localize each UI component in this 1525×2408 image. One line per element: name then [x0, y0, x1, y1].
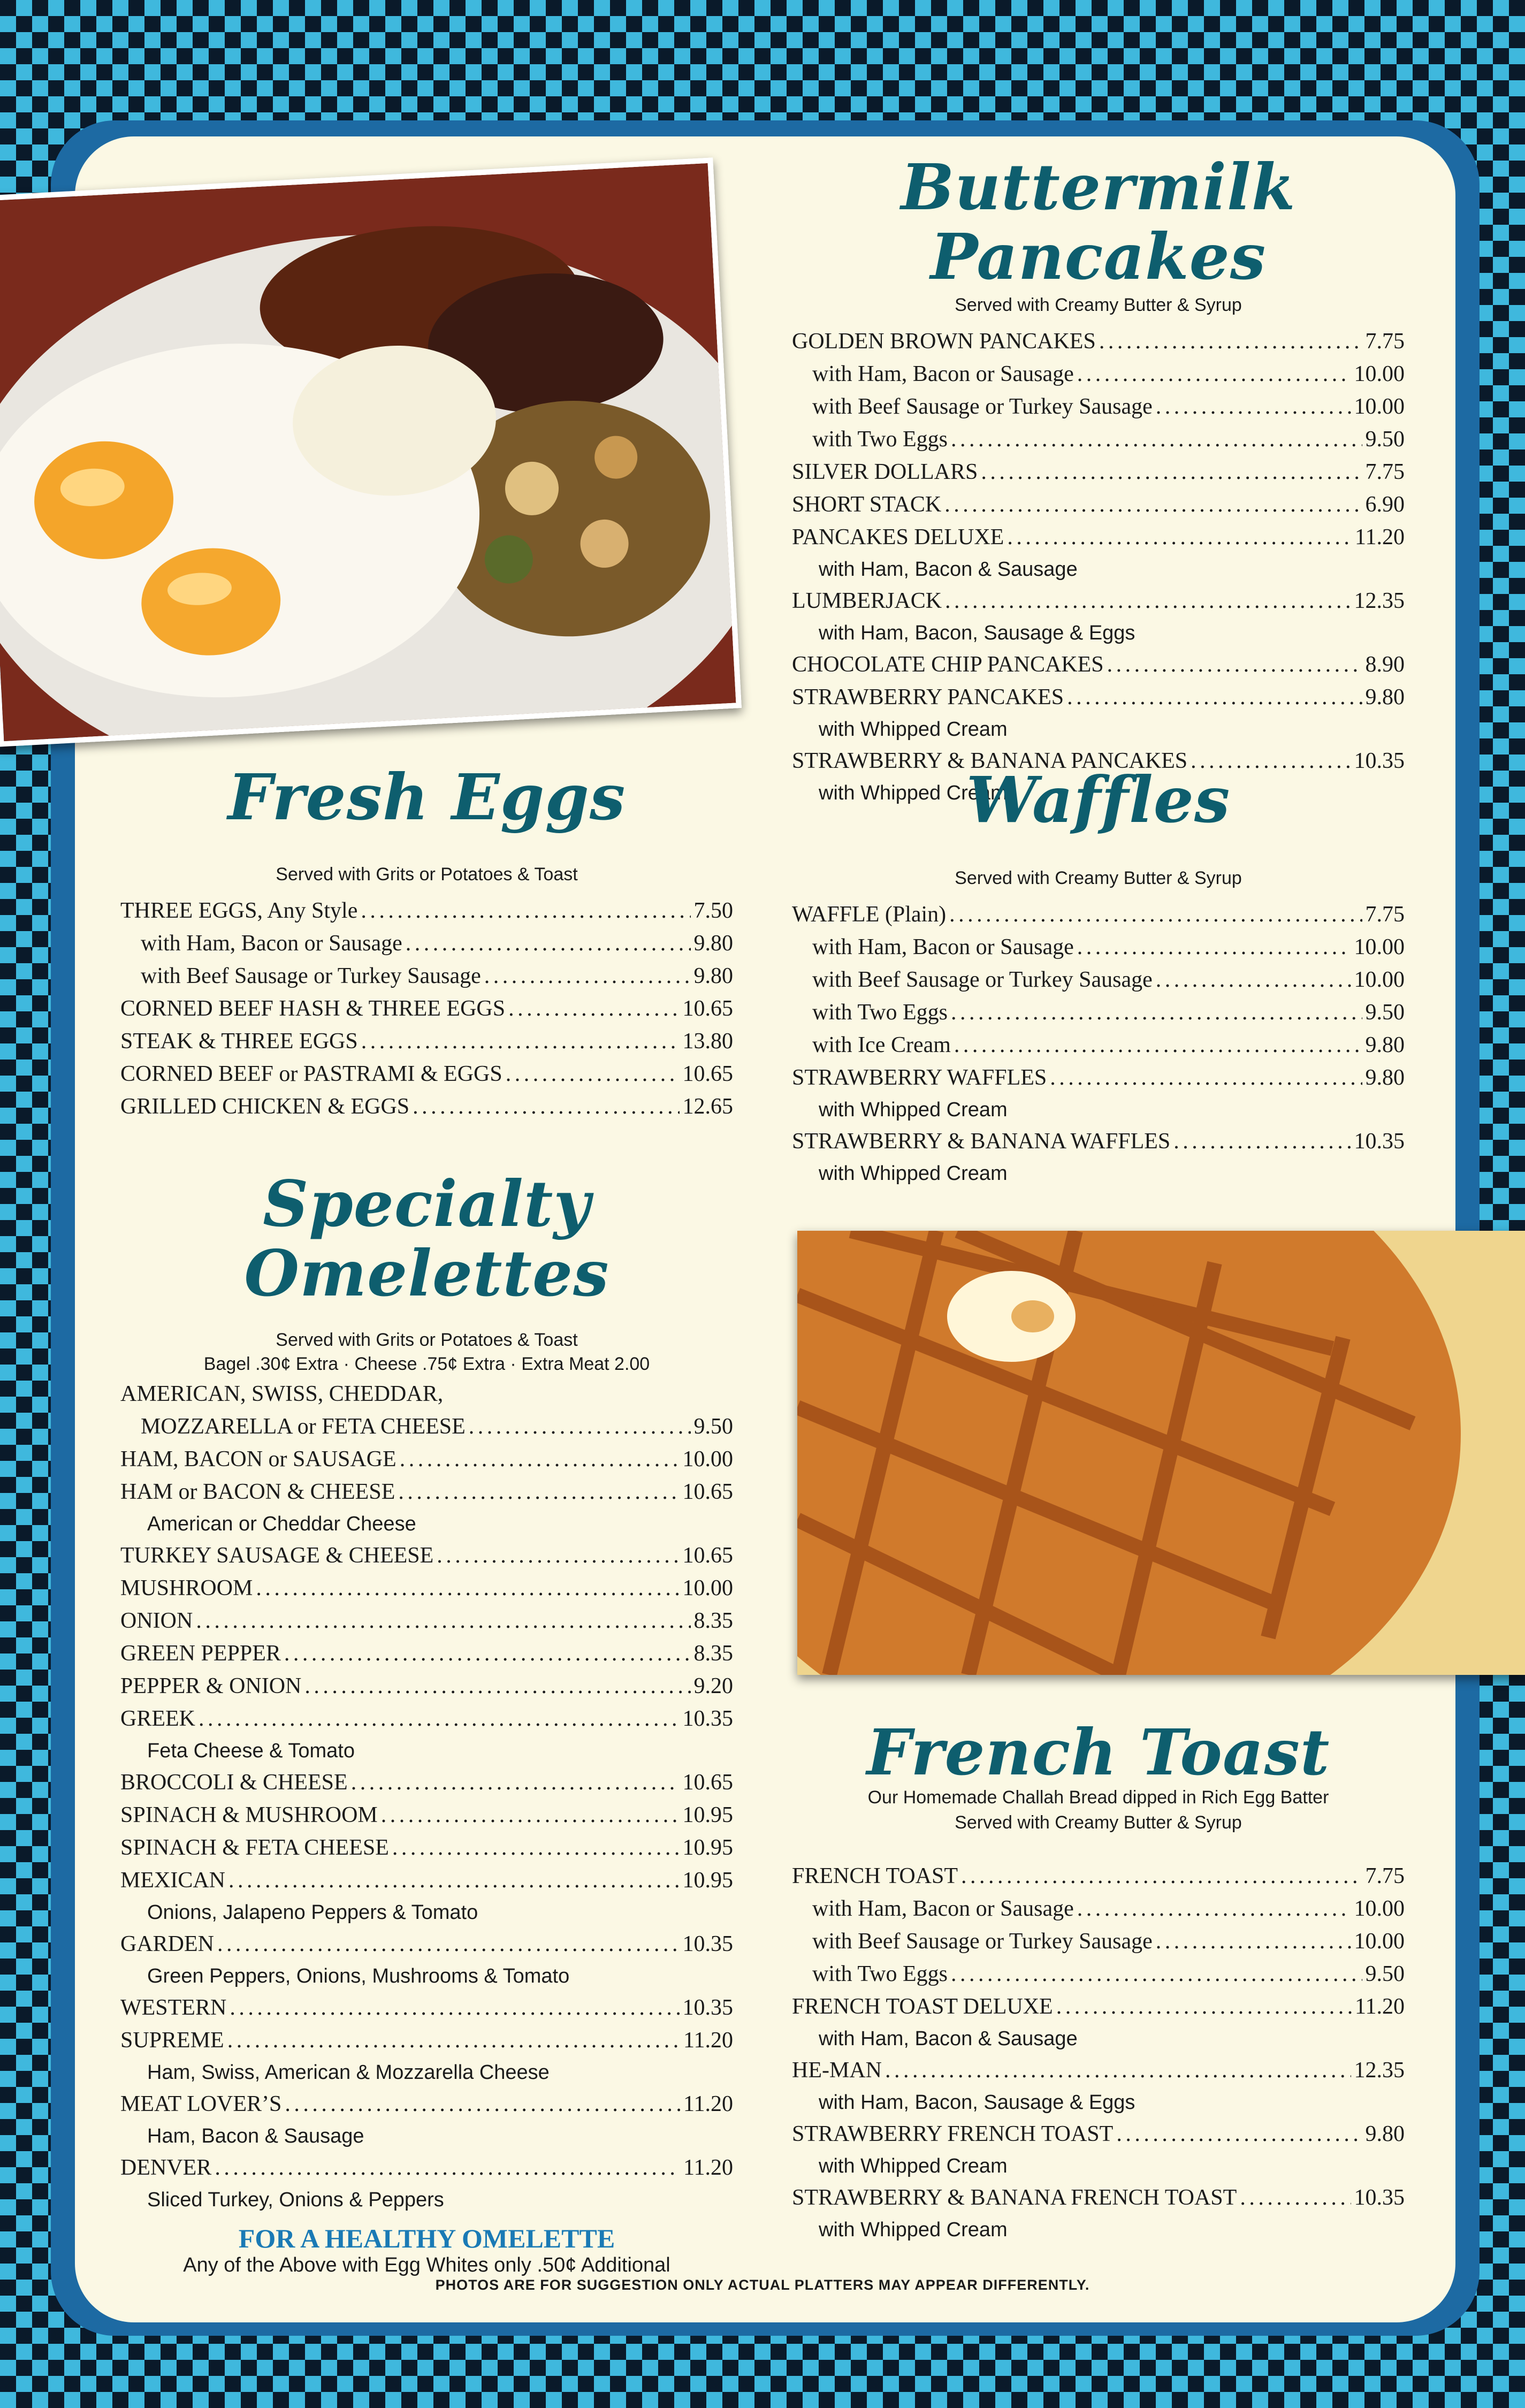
- healthy-omelette-title: FOR A HEALTHY OMELETTE: [238, 2223, 615, 2253]
- menu-item: [120, 1058, 733, 1091]
- item-name: SHORT STACK: [792, 492, 942, 517]
- waffle-photo: [797, 1231, 1525, 1675]
- item-price: 10.95: [682, 1802, 733, 1827]
- item-name: SPINACH & MUSHROOM: [120, 1802, 378, 1827]
- item-price: 10.35: [682, 1706, 733, 1731]
- item-price: 11.20: [683, 2091, 733, 2116]
- section-title: Buttermilk Pancakes: [901, 150, 1296, 294]
- item-price: 9.80: [1365, 684, 1405, 710]
- leader-dots: [361, 1025, 680, 1058]
- leader-dots: [196, 1605, 690, 1637]
- eggs-section: [120, 760, 733, 1123]
- menu-item: [792, 2118, 1405, 2151]
- menu-item: [120, 1928, 733, 1961]
- item-name: GARDEN: [120, 1931, 214, 1956]
- menu-item: [120, 1025, 733, 1058]
- menu-item: [792, 2182, 1405, 2214]
- item-price: 8.35: [693, 1641, 733, 1666]
- item-description: Onions, Jalapeno Peppers & Tomato: [147, 1901, 478, 1924]
- item-name: WAFFLE (Plain): [792, 902, 947, 927]
- item-name: with Two Eggs: [812, 1000, 948, 1025]
- item-name: DENVER: [120, 2155, 212, 2180]
- item-name: with Two Eggs: [812, 1961, 948, 1986]
- leader-dots: [951, 423, 1362, 456]
- item-description: with Ham, Bacon, Sausage & Eggs: [819, 2091, 1135, 2114]
- menu-item: [792, 1029, 1405, 1062]
- menu-item: [792, 1125, 1405, 1158]
- item-price: 10.00: [1354, 967, 1405, 992]
- item-price: 11.20: [683, 2155, 733, 2180]
- item-price: 9.50: [1365, 1000, 1405, 1025]
- item-description: with Whipped Cream: [819, 718, 1008, 741]
- item-price: 10.65: [682, 1770, 733, 1795]
- item-description: with Ham, Bacon, Sausage & Eggs: [819, 621, 1135, 644]
- item-description: Sliced Turkey, Onions & Peppers: [147, 2188, 444, 2211]
- item-name: HAM, BACON or SAUSAGE: [120, 1446, 396, 1472]
- item-name: GREEN PEPPER: [120, 1641, 281, 1666]
- leader-dots: [1077, 931, 1351, 964]
- item-name: with Ham, Bacon or Sausage: [141, 931, 402, 956]
- item-price: 12.35: [1354, 588, 1405, 613]
- section-title: Specialty Omelettes: [244, 1167, 609, 1310]
- item-price: 9.80: [1365, 2121, 1405, 2146]
- leader-dots: [1050, 1062, 1362, 1094]
- leader-dots: [981, 456, 1362, 489]
- item-name: PEPPER & ONION: [120, 1673, 302, 1698]
- item-name: with Ham, Bacon or Sausage: [812, 1896, 1074, 1921]
- leader-dots: [285, 2088, 680, 2121]
- menu-item: [792, 423, 1405, 456]
- leader-dots: [1099, 325, 1362, 358]
- menu-item: [792, 964, 1405, 996]
- leader-dots: [506, 1058, 680, 1091]
- item-price: 6.90: [1365, 492, 1405, 517]
- waffles-section: [792, 765, 1405, 1189]
- item-name: CORNED BEEF HASH & THREE EGGS: [120, 996, 506, 1021]
- item-price: 10.65: [682, 1479, 733, 1504]
- section-title: Waffles: [966, 763, 1231, 837]
- item-price: 10.35: [682, 1995, 733, 2020]
- item-name: MUSHROOM: [120, 1575, 253, 1601]
- leader-dots: [951, 1958, 1362, 1991]
- item-price: 10.00: [1354, 1929, 1405, 1954]
- pancakes-section: [792, 150, 1405, 809]
- leader-dots: [1107, 649, 1362, 681]
- menu-item: [120, 2152, 733, 2184]
- leader-dots: [361, 895, 690, 927]
- item-name: with Ice Cream: [812, 1032, 951, 1057]
- item-price: 12.65: [682, 1094, 733, 1119]
- item-name: with Ham, Bacon or Sausage: [812, 361, 1074, 386]
- item-price: 8.90: [1365, 652, 1405, 677]
- menu-item: [792, 358, 1405, 391]
- item-description: with Ham, Bacon & Sausage: [819, 2027, 1078, 2050]
- menu-item: [120, 1411, 733, 1443]
- item-description: with Whipped Cream: [819, 1098, 1008, 1121]
- leader-dots: [215, 2152, 680, 2184]
- item-price: 11.20: [1355, 524, 1405, 550]
- item-price: 9.80: [1365, 1032, 1405, 1057]
- item-price: 9.50: [693, 1414, 733, 1439]
- omelettes-list: [120, 1378, 733, 2215]
- item-description: Feta Cheese & Tomato: [147, 1739, 355, 1762]
- leader-dots: [1077, 1893, 1351, 1925]
- item-price: 10.00: [1354, 394, 1405, 419]
- item-price: 10.00: [682, 1575, 733, 1601]
- leader-dots: [1116, 2118, 1362, 2151]
- item-name: BROCCOLI & CHEESE: [120, 1770, 348, 1795]
- section-subtitle: Our Homemade Challah Bread dipped in Rich Egg Batter: [867, 1787, 1329, 1808]
- menu-item: [792, 1925, 1405, 1958]
- item-name: HAM or BACON & CHEESE: [120, 1479, 395, 1504]
- item-name: THREE EGGS, Any Style: [120, 898, 358, 923]
- item-price: 10.00: [1354, 1896, 1405, 1921]
- menu-item: [120, 1637, 733, 1670]
- leader-dots: [413, 1091, 679, 1123]
- item-description: with Whipped Cream: [819, 2154, 1008, 2177]
- item-name: CHOCOLATE CHIP PANCAKES: [792, 652, 1104, 677]
- leader-dots: [1077, 358, 1351, 391]
- section-subtitle-2: Served with Creamy Butter & Syrup: [955, 1812, 1242, 1833]
- leader-dots: [484, 960, 691, 993]
- leader-dots: [1156, 1925, 1351, 1958]
- menu-item: [120, 960, 733, 993]
- leader-dots: [1156, 964, 1351, 996]
- item-description: with Whipped Cream: [819, 1162, 1008, 1185]
- leader-dots: [381, 1799, 680, 1832]
- menu-item: [792, 1991, 1405, 2023]
- item-description: Ham, Bacon & Sausage: [147, 2124, 364, 2147]
- menu-item: [120, 1476, 733, 1508]
- item-price: 10.35: [1354, 1129, 1405, 1154]
- leader-dots: [284, 1637, 691, 1670]
- leader-dots: [437, 1540, 679, 1572]
- section-title: Fresh Eggs: [227, 760, 626, 834]
- item-price: 10.95: [682, 1868, 733, 1893]
- omelettes-section: [120, 1169, 733, 2277]
- item-price: 10.00: [1354, 361, 1405, 386]
- item-description: Green Peppers, Onions, Mushrooms & Tomato: [147, 1964, 570, 1987]
- leader-dots: [398, 1476, 679, 1508]
- menu-item: [792, 931, 1405, 964]
- menu-item: [792, 489, 1405, 521]
- section-subtitle: Served with Creamy Butter & Syrup: [955, 294, 1242, 315]
- leader-dots: [228, 1864, 680, 1897]
- item-name: LUMBERJACK: [792, 588, 942, 613]
- leader-dots: [954, 1029, 1362, 1062]
- item-name: FRENCH TOAST DELUXE: [792, 1994, 1053, 2019]
- menu-item: [792, 1893, 1405, 1925]
- menu-item: [792, 996, 1405, 1029]
- item-name: with Ham, Bacon or Sausage: [812, 934, 1074, 959]
- leader-dots: [885, 2054, 1351, 2087]
- item-name: STRAWBERRY & BANANA PANCAKES: [792, 748, 1188, 773]
- menu-item: [120, 1864, 733, 1897]
- menu-item: [120, 2024, 733, 2057]
- section-subtitle-extras: Bagel .30¢ Extra · Cheese .75¢ Extra · Extra Meat 2.00: [203, 1353, 650, 1374]
- leader-dots: [961, 1860, 1362, 1893]
- menu-item: [120, 1378, 733, 1411]
- menu-item: [792, 1860, 1405, 1893]
- item-name: SILVER DOLLARS: [792, 459, 978, 484]
- menu-item: [792, 898, 1405, 931]
- item-description: Ham, Swiss, American & Mozzarella Cheese: [147, 2061, 550, 2084]
- item-price: 7.75: [1365, 329, 1405, 354]
- item-price: 10.35: [682, 1931, 733, 1956]
- healthy-omelette-text: Any of the Above with Egg Whites only .50¢ Additional: [183, 2253, 670, 2276]
- item-name: SPINACH & FETA CHEESE: [120, 1835, 389, 1860]
- menu-item: [120, 1992, 733, 2024]
- item-name: MEXICAN: [120, 1868, 225, 1893]
- item-price: 9.50: [1365, 1961, 1405, 1986]
- menu-item: [120, 1443, 733, 1476]
- section-subtitle: Served with Grits or Potatoes & Toast: [276, 864, 578, 885]
- item-price: 12.35: [1354, 2058, 1405, 2083]
- french-toast-list: [792, 1860, 1405, 2245]
- leader-dots: [1067, 681, 1362, 714]
- item-name: MOZZARELLA or FETA CHEESE: [141, 1414, 466, 1439]
- leader-dots: [944, 489, 1362, 521]
- leader-dots: [304, 1670, 690, 1703]
- menu-item: [120, 1766, 733, 1799]
- menu-item: [120, 1605, 733, 1637]
- item-name: with Beef Sausage or Turkey Sausage: [812, 1929, 1153, 1954]
- photo-disclaimer: PHOTOS ARE FOR SUGGESTION ONLY ACTUAL PLATTERS MAY APPEAR DIFFERENTLY.: [435, 2277, 1090, 2293]
- leader-dots: [469, 1411, 691, 1443]
- menu-item: [792, 585, 1405, 618]
- item-price: 10.35: [1354, 2185, 1405, 2210]
- leader-dots: [1173, 1125, 1351, 1158]
- item-name: FRENCH TOAST: [792, 1863, 958, 1888]
- item-name: ONION: [120, 1608, 193, 1633]
- item-name: GRILLED CHICKEN & EGGS: [120, 1094, 410, 1119]
- item-name: GREEK: [120, 1706, 195, 1731]
- menu-item: [120, 1540, 733, 1572]
- item-name: STEAK & THREE EGGS: [120, 1028, 358, 1054]
- item-price: 9.80: [693, 963, 733, 988]
- item-price: 11.20: [683, 2028, 733, 2053]
- item-name: with Beef Sausage or Turkey Sausage: [141, 963, 481, 988]
- leader-dots: [392, 1832, 680, 1864]
- eggs-breakfast-photo: [0, 157, 742, 746]
- item-price: 11.20: [1355, 1994, 1405, 2019]
- leader-dots: [1156, 391, 1351, 423]
- item-name: HE-MAN: [792, 2058, 882, 2083]
- menu-item: [792, 521, 1405, 554]
- leader-dots: [1007, 521, 1352, 554]
- menu-item: [792, 1958, 1405, 1991]
- menu-item: [792, 391, 1405, 423]
- item-price: 10.65: [682, 1543, 733, 1568]
- section-title: French Toast: [866, 1715, 1330, 1789]
- item-name: STRAWBERRY WAFFLES: [792, 1065, 1047, 1090]
- item-price: 8.35: [693, 1608, 733, 1633]
- french-toast-section: [792, 1715, 1405, 2245]
- menu-item: [120, 1670, 733, 1703]
- section-subtitle: Served with Creamy Butter & Syrup: [955, 867, 1242, 888]
- leader-dots: [508, 993, 679, 1025]
- menu-item: [120, 1091, 733, 1123]
- menu-item: [792, 456, 1405, 489]
- leader-dots: [227, 2024, 680, 2057]
- item-name: with Beef Sausage or Turkey Sausage: [812, 394, 1153, 419]
- item-name: AMERICAN, SWISS, CHEDDAR,: [120, 1381, 444, 1406]
- menu-item: [120, 2088, 733, 2121]
- item-price: 7.75: [1365, 1863, 1405, 1888]
- leader-dots: [949, 898, 1362, 931]
- item-price: 9.80: [693, 931, 733, 956]
- item-description: with Whipped Cream: [819, 781, 1008, 804]
- menu-item: [792, 1062, 1405, 1094]
- menu-item: [792, 649, 1405, 681]
- item-name: MEAT LOVER’S: [120, 2091, 282, 2116]
- menu-item: [792, 325, 1405, 358]
- menu-item: [120, 895, 733, 927]
- leader-dots: [400, 1443, 680, 1476]
- item-description: with Whipped Cream: [819, 2218, 1008, 2241]
- item-name: STRAWBERRY & BANANA WAFFLES: [792, 1129, 1171, 1154]
- eggs-list: [120, 895, 733, 1123]
- item-price: 7.50: [693, 898, 733, 923]
- leader-dots: [217, 1928, 680, 1961]
- item-name: SUPREME: [120, 2028, 224, 2053]
- menu-item: [120, 1799, 733, 1832]
- menu-item: [120, 927, 733, 960]
- item-name: STRAWBERRY FRENCH TOAST: [792, 2121, 1114, 2146]
- leader-dots: [951, 996, 1362, 1029]
- item-price: 10.00: [682, 1446, 733, 1472]
- waffles-list: [792, 898, 1405, 1189]
- item-price: 9.50: [1365, 426, 1405, 452]
- menu-item: [792, 2054, 1405, 2087]
- leader-dots: [406, 927, 691, 960]
- menu-item: [792, 681, 1405, 714]
- item-price: 10.95: [682, 1835, 733, 1860]
- item-name: WESTERN: [120, 1995, 227, 2020]
- item-name: STRAWBERRY & BANANA FRENCH TOAST: [792, 2185, 1237, 2210]
- leader-dots: [1056, 1991, 1352, 2023]
- item-price: 13.80: [682, 1028, 733, 1054]
- leader-dots: [230, 1992, 679, 2024]
- item-name: TURKEY SAUSAGE & CHEESE: [120, 1543, 434, 1568]
- item-price: 10.00: [1354, 934, 1405, 959]
- item-price: 7.75: [1365, 902, 1405, 927]
- item-description: American or Cheddar Cheese: [147, 1512, 416, 1535]
- item-name: PANCAKES DELUXE: [792, 524, 1004, 550]
- menu-item: [120, 993, 733, 1025]
- leader-dots: [1240, 2182, 1351, 2214]
- leader-dots: [351, 1766, 680, 1799]
- menu-item: [120, 1703, 733, 1735]
- item-name: GOLDEN BROWN PANCAKES: [792, 329, 1096, 354]
- item-price: 10.65: [682, 996, 733, 1021]
- item-price: 10.35: [1354, 748, 1405, 773]
- section-subtitle: Served with Grits or Potatoes & Toast: [276, 1329, 578, 1350]
- menu-item: [120, 1832, 733, 1864]
- item-description: with Ham, Bacon & Sausage: [819, 558, 1078, 581]
- item-price: 9.20: [693, 1673, 733, 1698]
- menu-item: [120, 1572, 733, 1605]
- item-price: 7.75: [1365, 459, 1405, 484]
- pancakes-list: [792, 325, 1405, 809]
- item-price: 10.65: [682, 1061, 733, 1086]
- leader-dots: [945, 585, 1351, 618]
- item-name: STRAWBERRY PANCAKES: [792, 684, 1064, 710]
- item-price: 9.80: [1365, 1065, 1405, 1090]
- item-name: with Beef Sausage or Turkey Sausage: [812, 967, 1153, 992]
- leader-dots: [199, 1703, 680, 1735]
- leader-dots: [256, 1572, 679, 1605]
- item-name: with Two Eggs: [812, 426, 948, 452]
- item-name: CORNED BEEF or PASTRAMI & EGGS: [120, 1061, 502, 1086]
